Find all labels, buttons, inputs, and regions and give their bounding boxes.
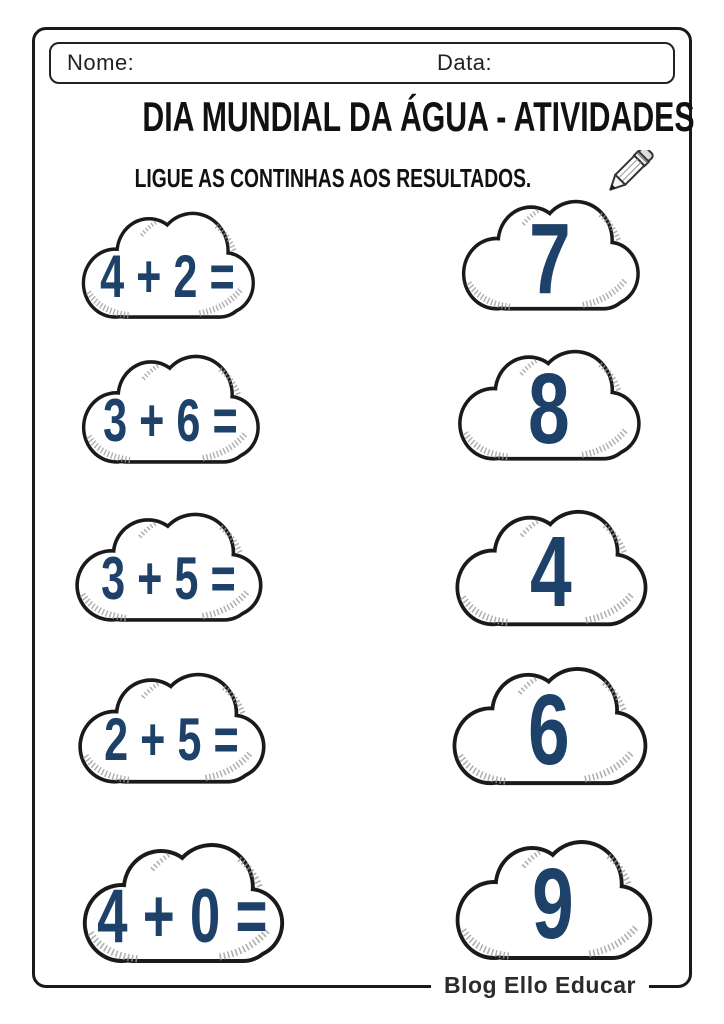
problem-text: 3 + 6 =: [102, 387, 238, 454]
problem-cloud-1[interactable]: [75, 208, 260, 326]
result-text: 7: [529, 203, 571, 315]
footer-credit: Blog Ello Educar: [431, 971, 649, 1001]
problem-text: 2 + 5 =: [103, 706, 239, 773]
problem-cloud-2[interactable]: [75, 351, 265, 471]
problem-text: 4 + 0 =: [97, 874, 268, 959]
result-text: 8: [527, 353, 570, 465]
problem-text: 4 + 2 =: [100, 243, 235, 310]
name-date-box: [49, 42, 675, 84]
result-cloud-4[interactable]: [445, 663, 653, 793]
result-text: 4: [529, 516, 572, 628]
result-cloud-5[interactable]: [448, 836, 658, 968]
worksheet-page: [32, 27, 695, 999]
page-title: DIA MUNDIAL DA ÁGUA - ATIVIDADES: [142, 93, 695, 140]
result-cloud-3[interactable]: [448, 506, 653, 634]
problem-cloud-4[interactable]: [71, 669, 271, 791]
result-cloud-1[interactable]: [455, 196, 645, 318]
instruction-text: LIGUE AS CONTINHAS AOS RESULTADOS.: [134, 163, 532, 193]
name-field[interactable]: [134, 44, 673, 82]
result-text: 9: [532, 848, 574, 960]
result-cloud-2[interactable]: [451, 346, 646, 468]
date-label: Data:: [437, 50, 493, 75]
problem-cloud-3[interactable]: [68, 509, 268, 629]
problem-text: 3 + 5 =: [100, 545, 236, 612]
name-label: Nome:: [67, 50, 135, 75]
problem-cloud-5[interactable]: [75, 839, 290, 971]
result-text: 6: [528, 674, 570, 786]
